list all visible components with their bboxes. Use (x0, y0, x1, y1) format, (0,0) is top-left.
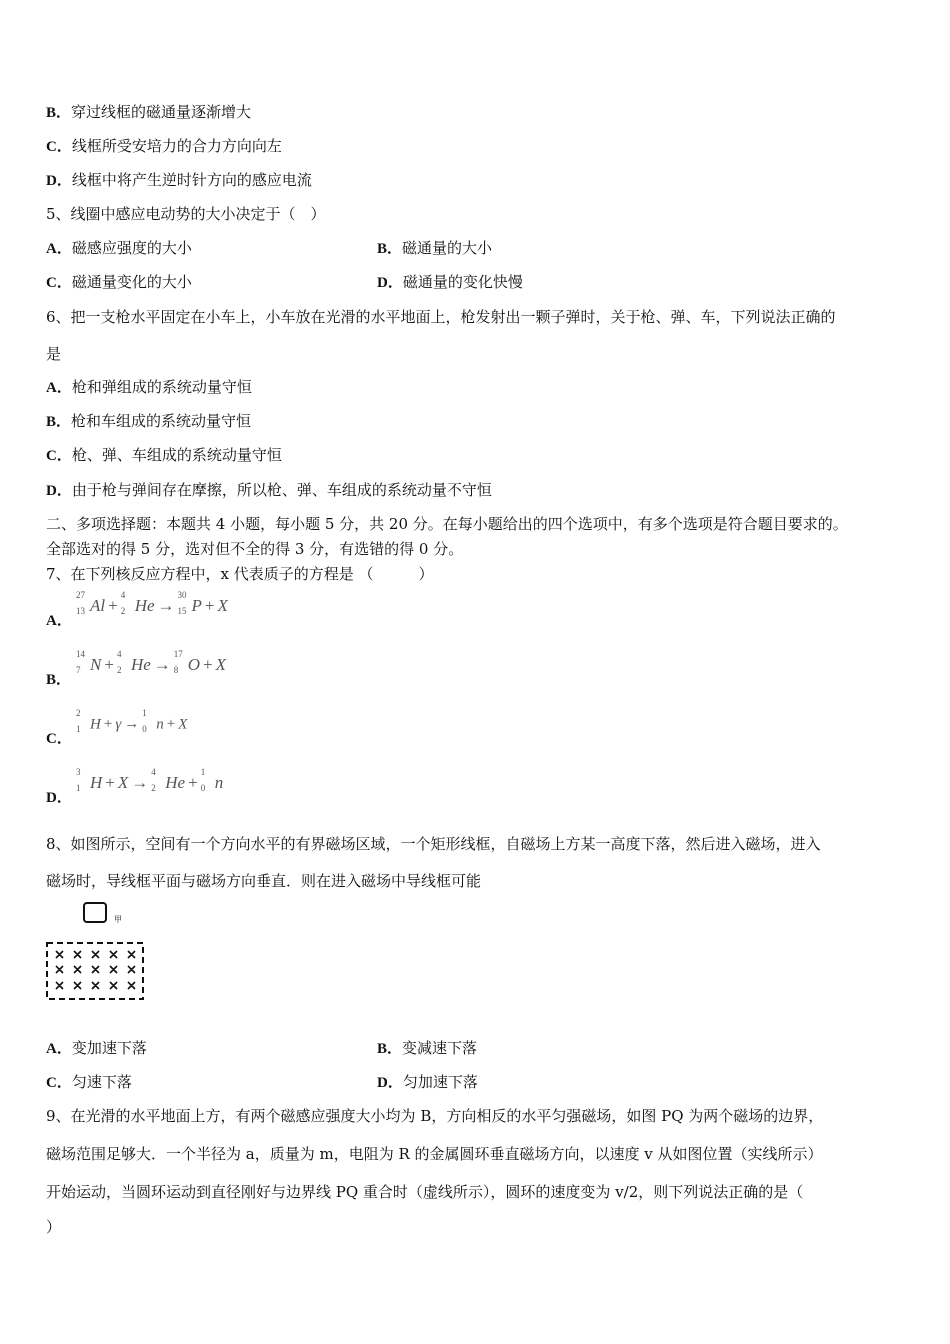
option-letter: B． (46, 414, 72, 430)
option-text: 枪和车组成的系统动量守恒 (71, 412, 252, 430)
q9-stem-line3: 开始运动，当圆环运动到直径刚好与边界线 PQ 重合时（虚线所示），圆环的速度变为 v/2，则下列说法正确的是（ (46, 1183, 804, 1201)
option-text: 变加速下落 (71, 1039, 147, 1057)
q8-option-d (377, 1072, 478, 1093)
option-text: 磁感应强度的大小 (71, 239, 192, 257)
option-text: 由于枪与弹间存在摩擦，所以枪、弹、车组成的系统动量不守恒 (71, 481, 492, 499)
option-letter: C． (46, 139, 72, 155)
field-crosses (56, 951, 135, 989)
option-text: 变减速下落 (402, 1039, 478, 1057)
option-letter: A． (46, 380, 72, 396)
q6-stem-line2: 是 (46, 345, 62, 363)
q8-option-c (46, 1072, 132, 1093)
option-letter: A． (46, 613, 72, 629)
option-letter: C． (46, 1075, 72, 1091)
q8-option-b (377, 1038, 477, 1059)
option-text: 枪、弹、车组成的系统动量守恒 (71, 446, 282, 464)
q5-option-a (46, 238, 192, 259)
option-text: 磁通量的变化快慢 (402, 273, 523, 291)
option-text: 磁通量变化的大小 (71, 273, 192, 291)
q5-option-d (377, 272, 523, 293)
option-letter: C． (46, 731, 72, 747)
q7-option-d-letter (46, 787, 72, 808)
section2-heading-line1: 二、多项选择题：本题共 4 小题，每小题 5 分，共 20 分。在每小题给出的四个选项中，有多个选项是符合题目要求的。 (46, 515, 848, 533)
q6-option-b (46, 411, 251, 432)
q7-stem: 7、在下列核反应方程中，x 代表质子的方程是 （ ） (46, 565, 434, 583)
option-letter: A． (46, 241, 72, 257)
q7-option-b-letter (46, 669, 71, 690)
equation-a: 27 13 Al + 4 2 He → 30 15 P + X (76, 590, 228, 617)
option-letter: B． (377, 1041, 403, 1057)
option-letter: D． (46, 173, 72, 189)
q8-option-a (46, 1038, 147, 1059)
q9-stem-line4: ） (46, 1218, 62, 1236)
option-letter: B． (46, 105, 72, 121)
option-letter: C． (46, 448, 72, 464)
option-letter: D． (377, 275, 403, 291)
equation-d: 3 1 H + X → 4 2 He + 1 0 n (76, 767, 224, 794)
q8-stem-line1: 8、如图所示，空间有一个方向水平的有界磁场区域，一个矩形线框，自磁场上方某一高度下落，然后进入磁场，进入 (46, 835, 821, 853)
q6-stem-line1: 6、把一支枪水平固定在小车上，小车放在光滑的水平地面上，枪发射出一颗子弹时，关于枪、弹、车，下列说法正确的 (46, 308, 836, 326)
option-text: 线框中将产生逆时针方向的感应电流 (71, 171, 312, 189)
equation-c: 2 1 H + γ → 1 0 n + X (76, 708, 188, 734)
q5-option-b (377, 238, 492, 259)
q7-option-a-letter (46, 610, 72, 631)
q4-option-c (46, 136, 282, 157)
q9-stem-line1: 9、在光滑的水平地面上方，有两个磁感应强度大小均为 B，方向相反的水平匀强磁场，如图 PQ 为两个磁场的边界， (46, 1107, 824, 1125)
q5-stem: 5、线圈中感应电动势的大小决定于（ ） (46, 205, 326, 223)
q4-option-b (46, 102, 251, 123)
option-text: 匀速下落 (71, 1073, 132, 1091)
q7-option-c-letter (46, 728, 72, 749)
option-text: 匀加速下落 (402, 1073, 478, 1091)
wire-frame (84, 903, 106, 922)
option-letter: D． (46, 790, 72, 806)
equation-b: 14 7 N + 4 2 He → 17 8 O + X (76, 649, 227, 676)
option-text: 枪和弹组成的系统动量守恒 (71, 378, 252, 396)
q6-option-c (46, 445, 282, 466)
option-letter: B． (377, 241, 403, 257)
option-letter: B． (46, 672, 72, 688)
option-letter: A． (46, 1041, 72, 1057)
q9-stem-line2: 磁场范围足够大．一个半径为 a，质量为 m，电阻为 R 的金属圆环垂直磁场方向，以速度 v 从如图位置（实线所示） (46, 1145, 823, 1163)
isotope-prefix: 27 13 (76, 590, 85, 617)
option-text: 线框所受安培力的合力方向向左 (71, 137, 282, 155)
option-letter: C． (46, 275, 72, 291)
q5-option-c (46, 272, 192, 293)
q6-option-d (46, 480, 492, 501)
q4-option-d (46, 170, 312, 191)
option-letter: D． (377, 1075, 403, 1091)
magnetic-field-figure (46, 900, 156, 1004)
option-letter: D． (46, 483, 72, 499)
figure-svg (46, 900, 156, 1004)
q8-stem-line2: 磁场时，导线框平面与磁场方向垂直．则在进入磁场中导线框可能 (46, 872, 482, 890)
section2-heading-line2: 全部选对的得 5 分，选对但不全的得 3 分，有选错的得 0 分。 (46, 540, 464, 558)
q6-option-a (46, 377, 252, 398)
option-text: 穿过线框的磁通量逐渐增大 (71, 103, 252, 121)
figure-label: 甲 (114, 915, 122, 924)
option-text: 磁通量的大小 (402, 239, 493, 257)
